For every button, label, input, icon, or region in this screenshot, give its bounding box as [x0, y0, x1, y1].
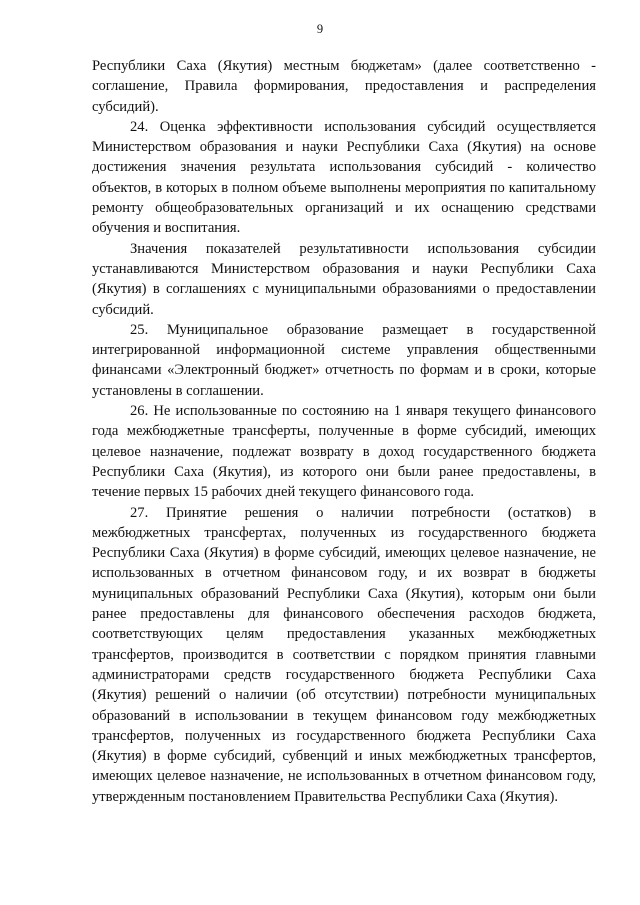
paragraph-24-values: Значения показателей результативности использования субсидии устанавливаются Министерством образования и науки Республики Саха (Якутия) в соглашениях с муниципальными образованиями о предоставлении субсидий.	[92, 240, 596, 318]
paragraph-26: 26. Не использованные по состоянию на 1 января текущего финансового года межбюджетные трансферты, полученные в форме субсидий, имеющих целевое назначение, подлежат возврату в доход государственного бюджета Республики Саха (Якутия), из которого они были ранее предоставлены, в течение первых 15 рабочих дней текущего финансового года.	[92, 403, 596, 501]
paragraph-24: 24. Оценка эффективности использования субсидий осуществляется Министерством образования и науки Республики Саха (Якутия) на основе достижения значения результата использования субсидий - количество объектов, в которых в полном объеме выполнены мероприятия по капитальному ремонту общеобразовательных организаций и их оснащению средствами обучения и воспитания.	[92, 118, 596, 237]
paragraph-27: 27. Принятие решения о наличии потребности (остатков) в межбюджетных трансфертах, полученных из государственного бюджета Республики Саха (Якутия) в форме субсидий, имеющих целевое назначение, не использованных в отчетном финансовом году, и их возврат в бюджеты муниципальных образований Республики Саха (Якутия), которым они были ранее предоставлены для финансового обеспечения расходов бюджета, соответствующих целям предоставления указанных межбюджетных трансфертов, производится в соответствии с порядком принятия главными администраторами средств государственного бюджета Республики Саха (Якутия) решений о наличии (об отсутствии) потребности муниципальных образований в использовании в текущем финансовом году межбюджетных трансфертов, полученных из государственного бюджета Республики Саха (Якутия) в форме субсидий, субвенций и иных межбюджетных трансфертов, имеющих целевое назначение, не использованных в отчетном финансовом году, утвержденным постановлением Правительства Республики Саха (Якутия).	[92, 504, 596, 805]
paragraph-continuation: Республики Саха (Якутия) местным бюджетам» (далее соответственно - соглашение, Правила формирования, предоставления и распределения субсидий).	[92, 58, 596, 115]
paragraph-25: 25. Муниципальное образование размещает в государственной интегрированной информационной системе управления общественными финансами «Электронный бюджет» отчетность по формам и в сроки, которые установлены в соглашении.	[92, 321, 596, 399]
document-body	[92, 56, 596, 807]
page-number: 9	[316, 22, 324, 36]
